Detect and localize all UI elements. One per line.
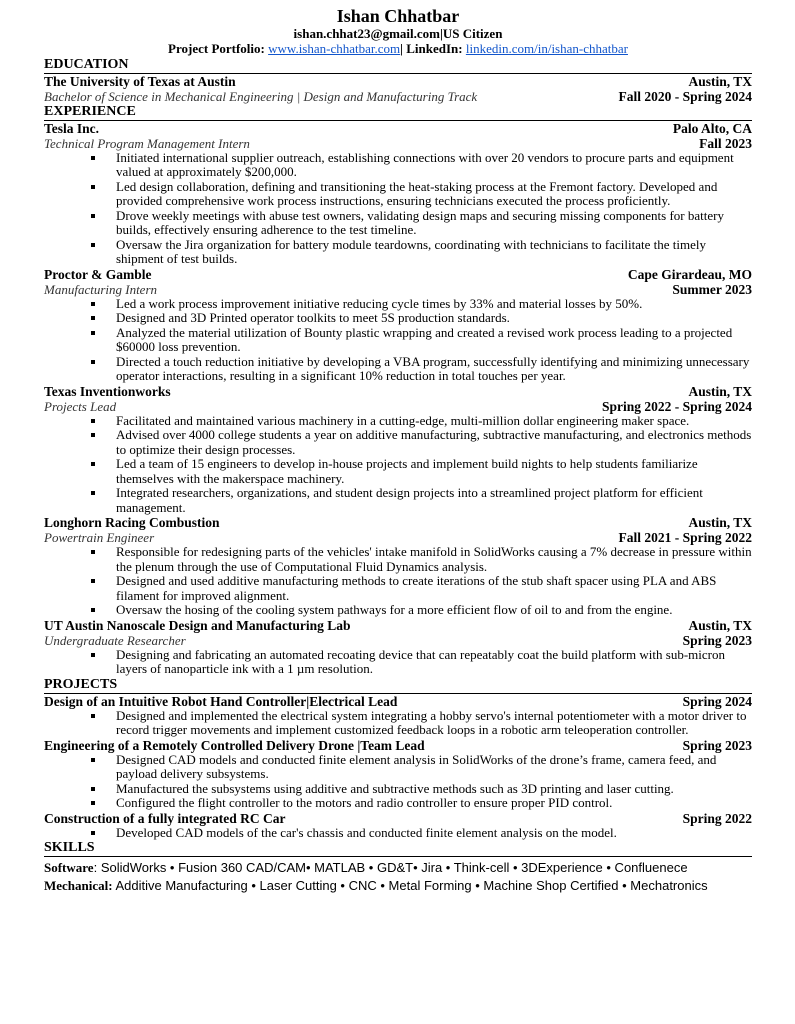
job-location: Austin, TX (688, 383, 752, 399)
bullet-item: Configured the flight controller to the motors and radio controller to ensure proper PID control. (116, 796, 752, 811)
project-dates: Spring 2024 (682, 693, 752, 709)
bullet-item: Led a team of 15 engineers to develop in-house projects and implement build nights to help students familiarize themselves with the makerspace machinery. (116, 457, 752, 486)
bullet-item: Oversaw the Jira organization for battery module teardowns, coordinating with technicians to facilitate the timely shipment of test builds. (116, 238, 752, 267)
bullet-item: Designed and used additive manufacturing methods to create iterations of the stub shaft spacer using PLA and ABS filament for improved alignment. (116, 574, 752, 603)
education-dates: Fall 2020 - Spring 2024 (618, 88, 752, 104)
bullet-item: Designed and 3D Printed operator toolkits to meet 5S production standards. (116, 311, 752, 326)
job-role: Projects Lead (44, 398, 117, 414)
mechanical-list: Additive Manufacturing • Laser Cutting • CNC • Metal Forming • Machine Shop Certified • Mechatronics (112, 878, 708, 894)
job-role: Technical Program Management Intern (44, 135, 250, 151)
job-role: Manufacturing Intern (44, 281, 158, 297)
bullet-item: Oversaw the hosing of the cooling system pathways for a more efficient flow of oil to and from the engine. (116, 603, 752, 618)
project-entry (44, 811, 752, 841)
bullet-item: Drove weekly meetings with abuse test owners, validating design maps and securing missing components for battery builds, effectively ensuring adherence to the test timeline. (116, 209, 752, 238)
school-name: The University of Texas at Austin (44, 73, 236, 89)
school-location: Austin, TX (688, 73, 752, 89)
degree: Bachelor of Science in Mechanical Engineering | Design and Manufacturing Track (44, 88, 478, 104)
bullet-item: Designed and implemented the electrical system integrating a hobby servo's internal potentiometer with a motor driver to record trigger movements and implement customized feedback loops in a robotic arm teleoperation controller. (116, 709, 752, 738)
project-title: Construction of a fully integrated RC Car (44, 810, 286, 826)
job-role: Powertrain Engineer (44, 530, 155, 546)
bullet-item: Led design collaboration, defining and transitioning the heat-staking process at the Fremont factory. Developed and provided comprehensive work process instructions, ensuring technicians executed the process proficiently. (116, 180, 752, 209)
bullet-item: Advised over 4000 college students a year on additive manufacturing, subtractive manufacturing, and electronics methods to optimize their design processes. (116, 427, 752, 457)
job-entry (44, 121, 752, 267)
skills-heading: SKILLS (44, 840, 752, 857)
project-entry (44, 694, 752, 738)
linkedin-label: | LinkedIn: (400, 40, 466, 56)
links-line (44, 42, 752, 57)
bullet-item: Facilitated and maintained various machinery in a cutting-edge, multi-million dollar engineering maker space. (116, 414, 752, 429)
portfolio-link[interactable]: www.ishan-chhatbar.com (268, 40, 401, 56)
bullet-item: Directed a touch reduction initiative by developing a VBA program, successfully identifying and minimizing unnecessary operator interactions, resulting in a significant 10% reduction in total touches per year. (116, 355, 752, 384)
bullet-item: Initiated international supplier outreach, establishing connections with over 20 vendors to procure parts and equipment valued at approximately $200,000. (116, 151, 752, 180)
contact-line: ishan.chhat23@gmail.com|US Citizen (293, 25, 503, 41)
bullet-item: Designed CAD models and conducted finite element analysis in SolidWorks of the drone’s frame, camera feed, and payload delivery subsystems. (116, 753, 752, 782)
resume-page (44, 0, 752, 895)
mechanical-skills (44, 877, 752, 895)
job-entry (44, 267, 752, 384)
software-skills (44, 859, 752, 877)
job-dates: Fall 2023 (699, 135, 752, 151)
job-entry (44, 618, 752, 677)
project-title: Engineering of a Remotely Controlled Delivery Drone |Team Lead (44, 737, 425, 753)
bullet-item: Responsible for redesigning parts of the vehicles' intake manifold in SolidWorks causing a 7% decrease in pressure within the plenum through the use of Computational Fluid Dynamics analysis. (116, 544, 752, 574)
candidate-name: Ishan Chhatbar (336, 6, 460, 26)
job-dates: Spring 2022 - Spring 2024 (601, 398, 752, 414)
job-role: Undergraduate Researcher (44, 632, 186, 648)
job-dates: Fall 2021 - Spring 2022 (618, 530, 752, 546)
software-list: : SolidWorks • Fusion 360 CAD/CAM• MATLAB • GD&T• Jira • Think-cell • 3DExperience • Confluenece (93, 860, 688, 876)
project-dates: Spring 2023 (682, 737, 752, 753)
experience-heading: EXPERIENCE (44, 104, 752, 121)
job-location: Austin, TX (688, 515, 752, 531)
job-dates: Spring 2023 (682, 632, 752, 648)
job-entry (44, 384, 752, 516)
job-location: Cape Girardeau, MO (627, 266, 752, 282)
job-dates: Summer 2023 (672, 281, 752, 297)
bullet-item: Manufactured the subsystems using additive and subtractive methods such as 3D printing and laser cutting. (116, 782, 752, 797)
job-org: Longhorn Racing Combustion (44, 515, 220, 531)
bullet-item: Led a work process improvement initiative reducing cycle times by 33% and material losses by 50%. (116, 297, 752, 312)
job-location: Austin, TX (688, 617, 752, 633)
mechanical-label: Mechanical: (44, 878, 113, 894)
bullet-item: Developed CAD models of the car's chassis and conducted finite element analysis on the model. (116, 826, 752, 841)
bullet-item: Integrated researchers, organizations, and student design projects into a streamlined project platform for efficient management. (116, 486, 752, 515)
software-label: Software (44, 860, 94, 876)
degree-row (44, 89, 752, 104)
project-entry (44, 738, 752, 811)
job-org: UT Austin Nanoscale Design and Manufacturing Lab (44, 617, 351, 633)
project-title: Design of an Intuitive Robot Hand Controller|Electrical Lead (44, 693, 398, 709)
bullet-item: Designing and fabricating an automated recoating device that can repeatably coat the build platform with sub-micron layers of nanoparticle ink with a 1 µm resolution. (116, 648, 752, 677)
job-location: Palo Alto, CA (672, 120, 752, 136)
resume-header (44, 6, 752, 57)
job-org: Texas Inventionworks (44, 383, 171, 399)
job-org: Proctor & Gamble (44, 266, 152, 282)
projects-heading: PROJECTS (44, 677, 752, 694)
linkedin-link[interactable]: linkedin.com/in/ishan-chhatbar (465, 40, 628, 56)
project-dates: Spring 2022 (682, 810, 752, 826)
job-entry (44, 515, 752, 618)
education-heading: EDUCATION (44, 57, 752, 74)
bullet-item: Analyzed the material utilization of Bounty plastic wrapping and created a revised work process leading to a projected $60000 loss prevention. (116, 326, 752, 355)
education-row (44, 74, 752, 89)
portfolio-label: Project Portfolio: (168, 40, 269, 56)
job-org: Tesla Inc. (44, 120, 100, 136)
